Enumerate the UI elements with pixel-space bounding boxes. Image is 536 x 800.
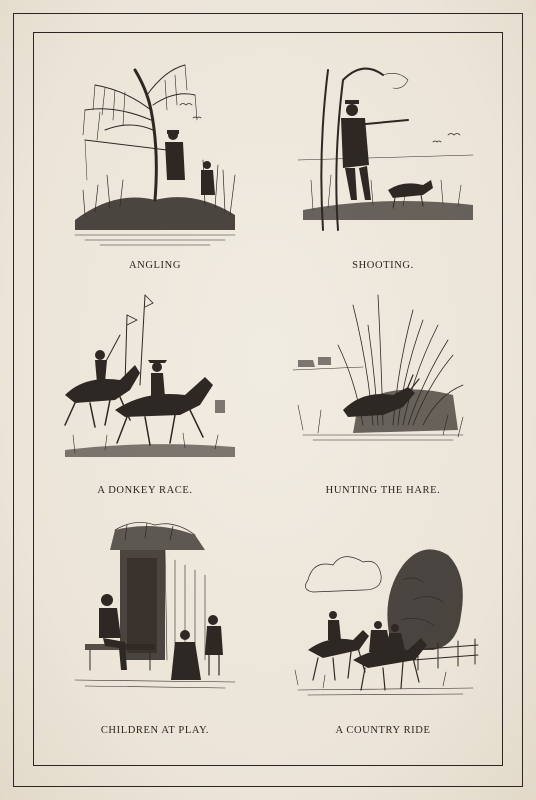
caption-donkey-race: A DONKEY RACE. <box>97 485 193 496</box>
scene-donkey-race <box>45 285 245 510</box>
caption-shooting: SHOOTING. <box>352 260 414 271</box>
scene-country-ride <box>283 520 483 745</box>
scene-shooting <box>283 50 483 275</box>
scene-children-at-play <box>55 520 255 745</box>
shooting-illustration <box>283 50 483 250</box>
caption-hunting-hare: HUNTING THE HARE. <box>325 485 441 496</box>
country-ride-illustration <box>283 520 483 720</box>
children-at-play-illustration <box>55 520 255 720</box>
caption-children-at-play: CHILDREN AT PLAY. <box>100 725 210 736</box>
donkey-race-illustration <box>45 285 245 485</box>
hunting-hare-illustration <box>283 285 483 485</box>
angling-illustration <box>55 50 255 250</box>
scene-hunting-hare <box>283 285 483 510</box>
caption-angling: ANGLING <box>128 260 182 271</box>
scene-angling <box>55 50 255 275</box>
caption-country-ride: A COUNTRY RIDE <box>335 725 431 736</box>
